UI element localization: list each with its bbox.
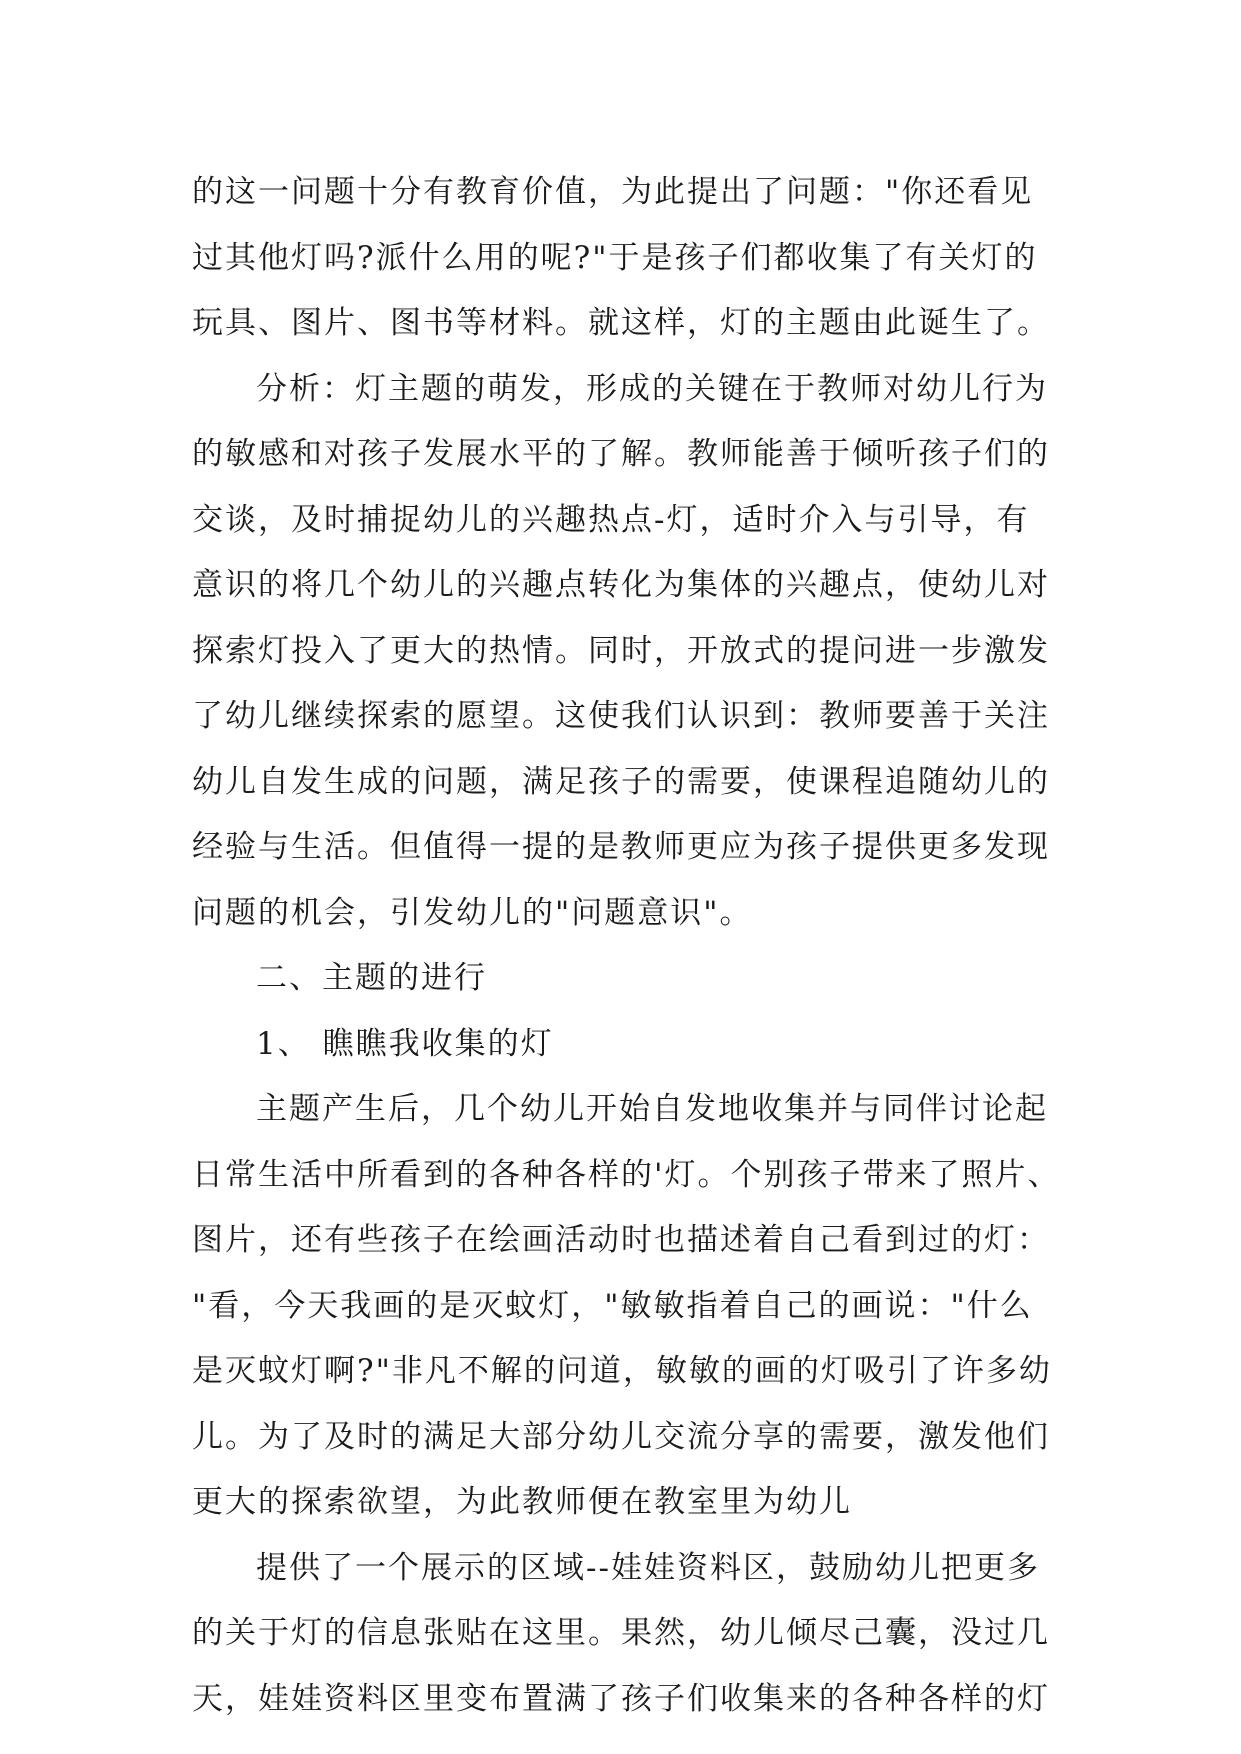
text-line: 了幼儿继续探索的愿望。这使我们认识到：教师要善于关注 [192, 698, 1050, 734]
paragraph-start: 主题产生后，几个幼儿开始自发地收集并与同伴讨论起 [256, 1091, 1048, 1127]
text-line: 交谈，及时捕捉幼儿的兴趣热点-灯，适时介入与引导，有 [192, 501, 1030, 538]
paragraph-start-analysis: 分析：灯主题的萌发，形成的关键在于教师对幼儿行为 [256, 370, 1048, 407]
text-line: "看，今天我画的是灭蚊灯，"敏敏指着自己的画说："什么 [192, 1287, 1033, 1324]
text-line: 问题的机会，引发幼儿的"问题意识"。 [192, 894, 753, 931]
text-line: 的这一问题十分有教育价值，为此提出了问题："你还看见 [192, 174, 1034, 210]
subsection-heading: 1、 瞧瞧我收集的灯 [256, 1025, 554, 1062]
text-line: 是灭蚊灯啊?"非凡不解的问道，敏敏的画的灯吸引了许多幼 [192, 1353, 1052, 1389]
text-line: 图片，还有些孩子在绘画活动时也描述着自己看到过的灯： [192, 1222, 1050, 1258]
text-line: 玩具、图片、图书等材料。就这样，灯的主题由此诞生了。 [192, 305, 1050, 341]
text-line: 的关于灯的信息张贴在这里。果然，幼儿倾尽己囊，没过几 [192, 1615, 1050, 1651]
document-body [192, 160, 1072, 1732]
section-heading: 二、主题的进行 [256, 960, 487, 996]
text-line: 更大的探索欲望，为此教师便在教室里为幼儿 [192, 1484, 852, 1520]
text-line: 儿。为了及时的满足大部分幼儿交流分享的需要，激发他们 [192, 1418, 1050, 1455]
text-line: 幼儿自发生成的问题，满足孩子的需要，使课程追随幼儿的 [192, 763, 1050, 800]
text-line: 日常生活中所看到的各种各样的'灯。个别孩子带来了照片、 [192, 1156, 1061, 1193]
text-line: 经验与生活。但值得一提的是教师更应为孩子提供更多发现 [192, 829, 1050, 865]
text-line: 的敏感和对孩子发展水平的了解。教师能善于倾听孩子们的 [192, 436, 1050, 472]
text-line: 过其他灯吗?派什么用的呢?"于是孩子们都收集了有关灯的 [192, 239, 1038, 276]
text-line: 意识的将几个幼儿的兴趣点转化为集体的兴趣点，使幼儿对 [192, 567, 1050, 603]
text-line: 天，娃娃资料区里变布置满了孩子们收集来的各种各样的灯 [192, 1680, 1050, 1717]
text-line: 探索灯投入了更大的热情。同时，开放式的提问进一步激发 [192, 632, 1050, 669]
paragraph-start: 提供了一个展示的区域--娃娃资料区，鼓励幼儿把更多 [256, 1549, 1040, 1586]
